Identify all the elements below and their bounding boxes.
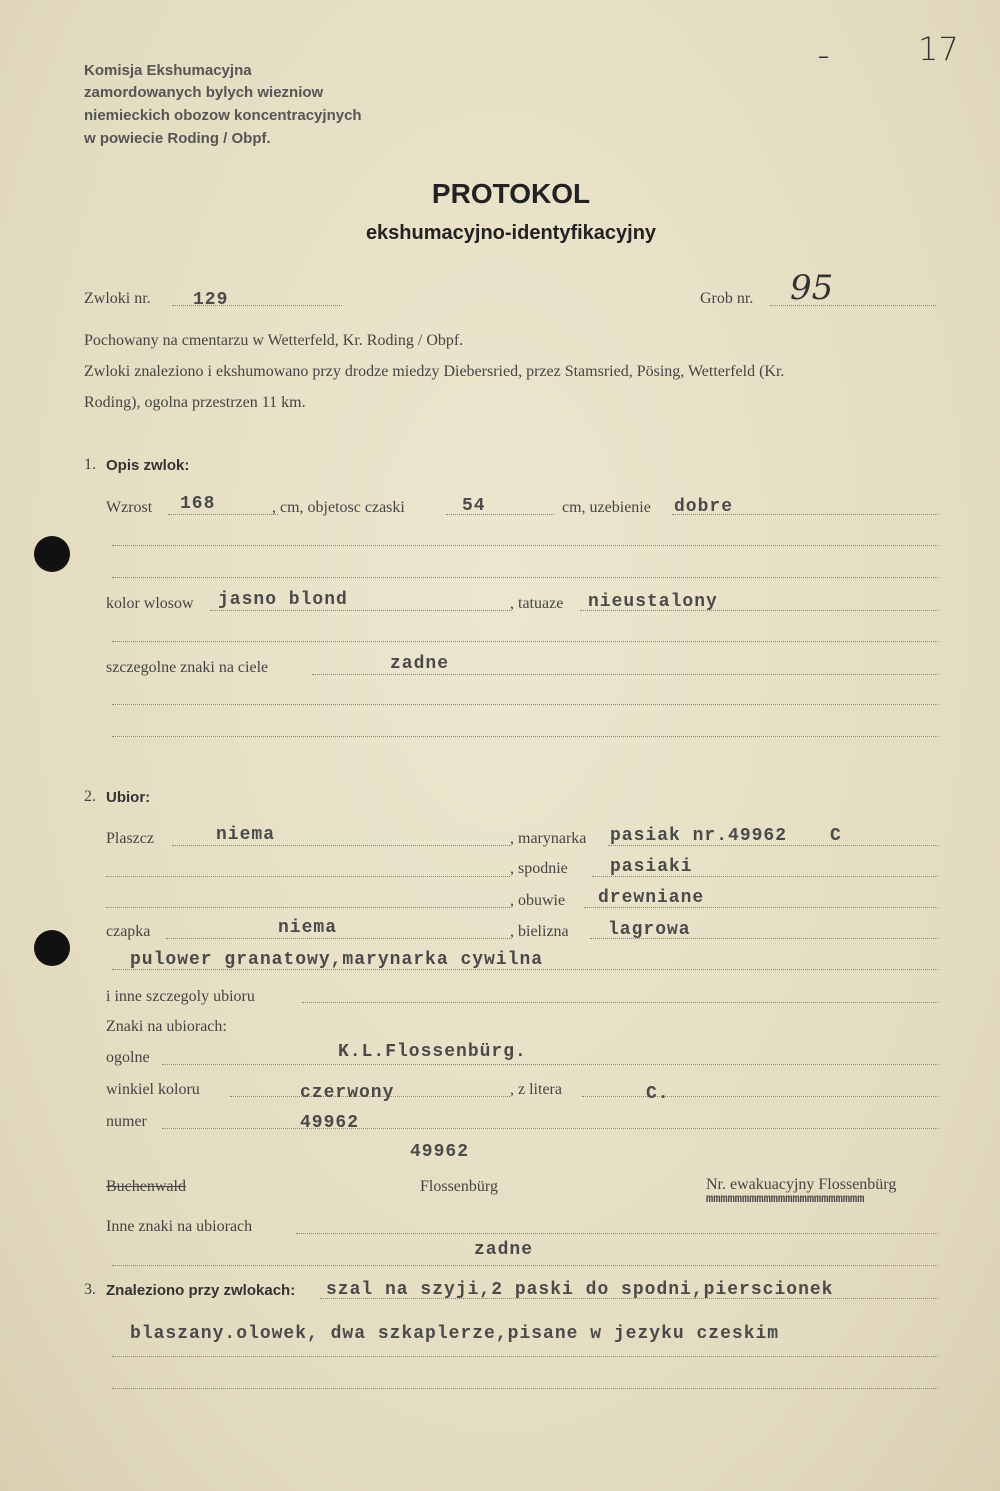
litera-value: C. [646, 1084, 670, 1104]
wlosy-value: jasno blond [218, 590, 348, 610]
tatuaze-label: , tatuaze [510, 595, 564, 612]
buried-text: Pochowany na cmentarzu w Wetterfeld, Kr. Roding / Obpf. [84, 332, 464, 349]
section3-rule-3 [112, 1388, 938, 1389]
corner-mark: – [818, 44, 829, 69]
ogolne-label: ogolne [106, 1049, 150, 1066]
grob-label: Grob nr. [700, 290, 754, 307]
page-subtitle: ekshumacyjno-identyfikacyjny [365, 222, 657, 244]
section2-number: 2. [84, 788, 96, 805]
zwloki-value: 129 [193, 290, 229, 310]
uzebienie-value: dobre [674, 497, 734, 517]
czapka-label: czapka [106, 923, 151, 940]
spodnie-label: , spodnie [510, 860, 568, 877]
punch-hole-bottom [34, 930, 70, 966]
found-text-2: Roding), ogolna przestrzen 11 km. [84, 394, 306, 411]
section2-heading: Ubior: [106, 789, 151, 806]
blank-line-1 [112, 545, 938, 546]
uzebienie-label: cm, uzebienie [562, 499, 651, 516]
section1-number: 1. [84, 456, 96, 473]
blank-line-6 [106, 876, 510, 877]
blank-line-5 [112, 736, 938, 737]
section3-rule-1 [320, 1298, 938, 1299]
inne-szczegoly-line [302, 1002, 938, 1003]
blank-line-4 [112, 704, 938, 705]
spodnie-value: pasiaki [610, 857, 693, 877]
numer-value-2: 49962 [410, 1142, 470, 1162]
found-text-1: Zwloki znaleziono i ekshumowano przy drodze miedzy Diebersried, przez Stamsried, Pösing, Wetterfeld (Kr. [84, 363, 785, 380]
obuwie-label: , obuwie [510, 892, 566, 909]
inne-szczegoly-label: i inne szczegoly ubioru [106, 988, 255, 1005]
winkiel-label: winkiel koloru [106, 1081, 200, 1098]
buchenwald-label: Buchenwald [106, 1178, 186, 1195]
header-line-4: w powiecie Roding / Obpf. [84, 130, 271, 147]
section3-line-1: szal na szyji,2 paski do spodni,pierscionek [326, 1280, 834, 1300]
section3-line-2: blaszany.olowek, dwa szkaplerze,pisane w jezyku czeskim [130, 1324, 780, 1344]
plaszcz-value: niema [216, 825, 276, 845]
header-line-1: Komisja Ekshumacyjna [84, 62, 252, 79]
znaki-line [312, 674, 938, 675]
czaszka-value: 54 [462, 496, 486, 516]
ogolne-value: K.L.Flossenbürg. [338, 1042, 527, 1062]
wzrost-line [168, 514, 278, 515]
numer-value: 49962 [300, 1113, 360, 1133]
wlosy-label: kolor wlosow [106, 595, 194, 612]
plaszcz-line [172, 845, 510, 846]
bielizna-label: , bielizna [510, 923, 569, 940]
section3-number: 3. [84, 1281, 96, 1298]
ewakuacyjny-label: Nr. ewakuacyjny Flossenbürg [706, 1176, 897, 1193]
blank-line-8 [112, 969, 938, 970]
inne-znaki-label: Inne znaki na ubiorach [106, 1218, 253, 1235]
inne-znaki-value: zadne [474, 1240, 534, 1260]
page-title: PROTOKOL [431, 178, 591, 209]
blank-line-2 [112, 577, 938, 578]
page-number: 17 [918, 30, 959, 68]
blank-line-3 [112, 641, 938, 642]
znaki-value: zadne [390, 654, 450, 674]
znaki-label: szczegolne znaki na ciele [106, 659, 269, 676]
section1-heading: Opis zwlok: [106, 457, 190, 474]
numer-label: numer [106, 1113, 147, 1130]
wlosy-line [210, 610, 510, 611]
blank-line-7 [106, 907, 510, 908]
marynarka-value: pasiak nr.49962 [610, 826, 788, 846]
czapka-line [166, 938, 510, 939]
winkiel-value: czerwony [300, 1083, 395, 1103]
znaki-ubiorach-heading: Znaki na ubiorach: [106, 1018, 227, 1035]
marynarka-letter: C [830, 826, 842, 846]
litera-label: , z litera [510, 1081, 562, 1098]
blank-line-9 [112, 1265, 938, 1266]
section3-heading: Znaleziono przy zwlokach: [106, 1282, 296, 1299]
litera-line [582, 1096, 938, 1097]
inne-znaki-line [296, 1233, 938, 1234]
header-line-2: zamordowanych bylych wiezniow [84, 84, 324, 101]
wzrost-label: Wzrost [106, 499, 153, 516]
tatuaze-value: nieustalony [588, 592, 718, 612]
wzrost-value: 168 [180, 494, 216, 514]
czapka-value: niema [278, 918, 338, 938]
ewakuacyjny-strike: mmmmmmmmmmmmmmmmmmmmmm [706, 1192, 865, 1206]
zwloki-label: Zwloki nr. [84, 290, 151, 307]
cm-czaszka-label: , cm, objetosc czaski [272, 499, 405, 516]
obuwie-value: drewniane [598, 888, 705, 908]
section3-rule-2 [112, 1356, 938, 1357]
punch-hole-top [34, 536, 70, 572]
bielizna-value: lagrowa [608, 920, 691, 940]
marynarka-label: , marynarka [510, 830, 587, 847]
header-line-3: niemieckich obozow koncentracyjnych [84, 107, 362, 124]
flossenburg-label: Flossenbürg [420, 1178, 498, 1195]
grob-value: 95 [790, 268, 834, 308]
numer-line [162, 1128, 938, 1129]
ogolne-line [162, 1064, 938, 1065]
inne-szczegoly-value: pulower granatowy,marynarka cywilna [130, 950, 544, 970]
plaszcz-label: Plaszcz [106, 830, 154, 847]
